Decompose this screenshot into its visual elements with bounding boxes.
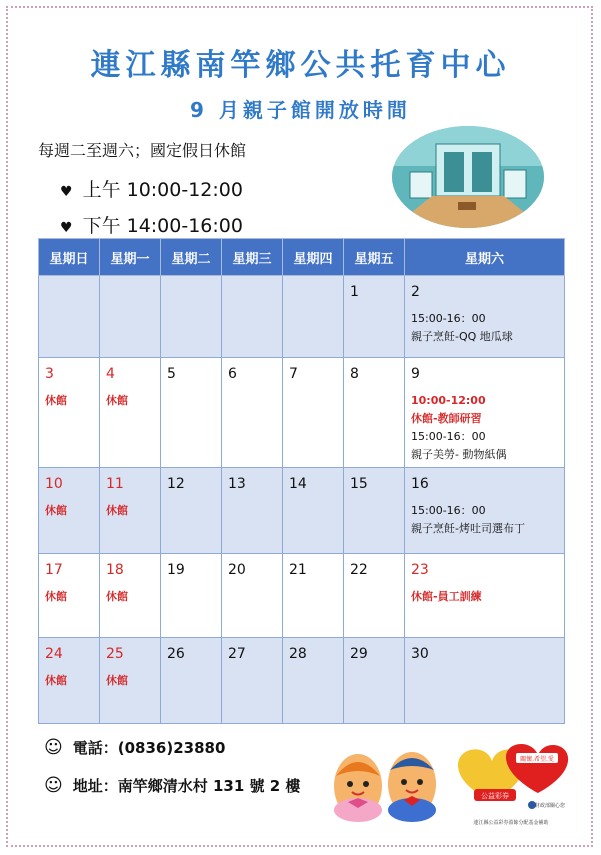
day-number: 29 xyxy=(350,646,368,662)
closure-note: 休館-教師研習 xyxy=(411,412,482,425)
closure-note: 休館 xyxy=(106,674,128,687)
day-number: 2 xyxy=(411,284,420,300)
activity-note: 15:00-16：00 xyxy=(411,430,486,443)
schedule-note: 每週二至週六；國定假日休館 xyxy=(38,141,247,160)
day-number: 30 xyxy=(411,646,429,662)
calendar-day-cell xyxy=(100,358,161,468)
calendar-day-cell xyxy=(39,638,100,724)
weekday-header: 星期四 xyxy=(283,239,344,276)
morning-session xyxy=(60,175,243,202)
weekday-header: 星期日 xyxy=(39,239,100,276)
calendar-day-cell xyxy=(222,638,283,724)
closure-note: 休館 xyxy=(45,504,67,517)
weekday-header: 星期一 xyxy=(100,239,161,276)
calendar-week-row xyxy=(39,276,565,358)
activity-note: 親子烹飪-烤吐司選布丁 xyxy=(411,522,525,535)
day-number: 21 xyxy=(289,562,307,578)
day-number: 3 xyxy=(45,366,54,382)
page-subtitle: 9 月親子館開放時間 xyxy=(190,98,411,122)
calendar-day-cell xyxy=(161,638,222,724)
calendar-day-cell xyxy=(405,276,565,358)
day-number: 17 xyxy=(45,562,63,578)
morning-hours: 上午 10:00-12:00 xyxy=(82,179,243,201)
day-number: 28 xyxy=(289,646,307,662)
calendar-day-cell xyxy=(161,554,222,638)
day-number xyxy=(228,284,276,306)
day-number: 20 xyxy=(228,562,246,578)
day-number: 25 xyxy=(106,646,124,662)
calendar-week-row xyxy=(39,554,565,638)
calendar-day-cell xyxy=(100,276,161,358)
calendar-day-cell xyxy=(405,638,565,724)
day-number: 15 xyxy=(350,476,368,492)
calendar-day-cell xyxy=(283,358,344,468)
calendar-day-cell xyxy=(100,554,161,638)
closure-note: 休館 xyxy=(45,674,67,687)
day-number: 7 xyxy=(289,366,298,382)
afternoon-hours: 下午 14:00-16:00 xyxy=(82,215,243,237)
playroom-photo xyxy=(392,126,544,228)
calendar-day-cell xyxy=(344,276,405,358)
day-number: 23 xyxy=(411,562,429,578)
afternoon-session xyxy=(60,211,243,238)
smiley-icon: ☺ xyxy=(44,737,63,758)
calendar-day-cell xyxy=(344,468,405,554)
calendar-day-cell xyxy=(405,554,565,638)
day-number: 9 xyxy=(411,366,420,382)
calendar-day-cell xyxy=(39,468,100,554)
closure-note: 休館 xyxy=(106,590,128,603)
calendar-day-cell xyxy=(222,468,283,554)
calendar-day-cell xyxy=(283,276,344,358)
calendar-day-cell xyxy=(222,276,283,358)
calendar-week-row xyxy=(39,358,565,468)
calendar-day-cell xyxy=(39,276,100,358)
calendar-day-cell xyxy=(344,554,405,638)
weekday-header: 星期二 xyxy=(161,239,222,276)
day-number: 13 xyxy=(228,476,246,492)
calendar-day-cell xyxy=(283,554,344,638)
closure-note: 休館 xyxy=(45,394,67,407)
day-number xyxy=(167,284,215,306)
heart-slogan: 關懷.希望.愛 xyxy=(520,756,554,763)
weekday-header: 星期六 xyxy=(405,239,565,276)
calendar-day-cell xyxy=(344,358,405,468)
day-number: 19 xyxy=(167,562,185,578)
public-lottery-logo xyxy=(446,735,576,835)
weekday-header: 星期五 xyxy=(344,239,405,276)
contact-phone xyxy=(44,737,225,758)
day-number: 22 xyxy=(350,562,368,578)
calendar-day-cell xyxy=(39,358,100,468)
day-number: 11 xyxy=(106,476,124,492)
calendar-day-cell xyxy=(100,638,161,724)
day-number: 27 xyxy=(228,646,246,662)
day-number: 8 xyxy=(350,366,359,382)
calendar-day-cell xyxy=(222,358,283,468)
heart-icon: ♥ xyxy=(60,220,73,236)
calendar-day-cell xyxy=(344,638,405,724)
address-text: 地址：南竿鄉清水村 131 號 2 樓 xyxy=(72,777,301,795)
closure-note: 休館 xyxy=(106,504,128,517)
page-title: 連江縣南竿鄉公共托育中心 xyxy=(90,48,511,83)
calendar-day-cell xyxy=(283,468,344,554)
calendar-day-cell xyxy=(222,554,283,638)
calendar-day-cell xyxy=(405,358,565,468)
day-number: 10 xyxy=(45,476,63,492)
day-number: 5 xyxy=(167,366,176,382)
day-number: 12 xyxy=(167,476,185,492)
contact-address xyxy=(44,775,300,796)
heart-icon: ♥ xyxy=(60,184,73,200)
september-calendar xyxy=(38,238,565,724)
calendar-day-cell xyxy=(161,276,222,358)
smiley-icon: ☺ xyxy=(44,775,63,796)
egg-characters-illustration xyxy=(330,740,442,832)
day-number: 26 xyxy=(167,646,185,662)
phone-text: 電話：(0836)23880 xyxy=(72,739,226,757)
closure-note: 休館 xyxy=(106,394,128,407)
closure-note: 10:00-12:00 xyxy=(411,394,486,407)
ministry-text: 財政部關心您 xyxy=(534,803,566,809)
day-number: 16 xyxy=(411,476,429,492)
day-number: 6 xyxy=(228,366,237,382)
calendar-day-cell xyxy=(405,468,565,554)
calendar-week-row xyxy=(39,638,565,724)
calendar-week-row xyxy=(39,468,565,554)
day-number: 1 xyxy=(350,284,359,300)
day-number: 14 xyxy=(289,476,307,492)
closure-note: 休館-員工訓練 xyxy=(411,590,482,603)
lottery-badge: 公益彩券 xyxy=(481,792,509,800)
day-number xyxy=(106,284,154,306)
day-number: 4 xyxy=(106,366,115,382)
lottery-footer: 連江縣公益彩券盈餘分配基金補助 xyxy=(473,820,549,826)
calendar-day-cell xyxy=(161,358,222,468)
weekday-header: 星期三 xyxy=(222,239,283,276)
day-number xyxy=(289,284,337,306)
calendar-day-cell xyxy=(39,554,100,638)
closure-note: 休館 xyxy=(45,590,67,603)
calendar-day-cell xyxy=(100,468,161,554)
calendar-day-cell xyxy=(161,468,222,554)
activity-note: 親子烹飪-QQ 地瓜球 xyxy=(411,330,513,343)
day-number: 24 xyxy=(45,646,63,662)
activity-note: 15:00-16：00 xyxy=(411,504,486,517)
day-number: 18 xyxy=(106,562,124,578)
day-number xyxy=(45,284,93,306)
calendar-day-cell xyxy=(283,638,344,724)
activity-note: 15:00-16：00 xyxy=(411,312,486,325)
activity-note: 親子美勞- 動物紙偶 xyxy=(411,448,507,461)
